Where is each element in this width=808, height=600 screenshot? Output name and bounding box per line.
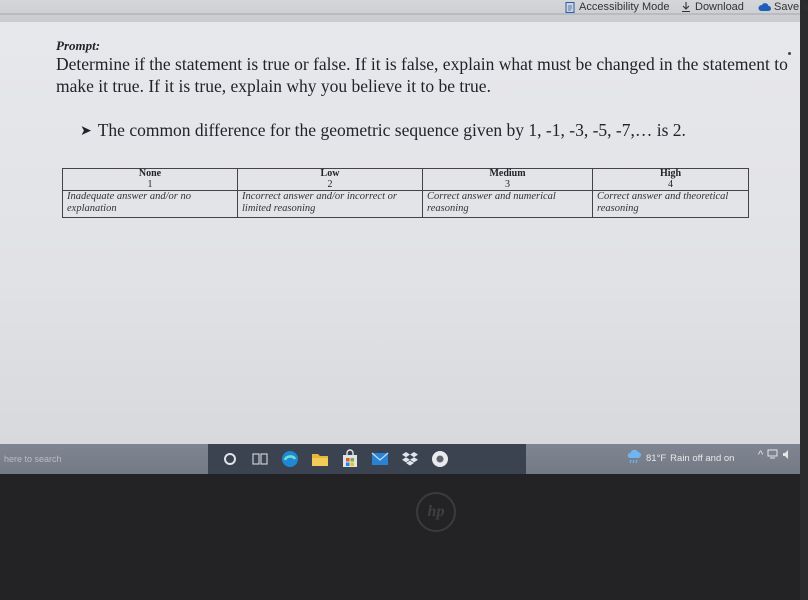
save-label: Save a: [774, 1, 808, 13]
accessibility-mode-label: Accessibility Mode: [579, 1, 670, 13]
task-view-icon[interactable]: [250, 449, 270, 469]
weather-widget[interactable]: [626, 450, 734, 467]
chevron-up-icon[interactable]: ^: [758, 449, 764, 461]
weather-condition: Rain off and on: [670, 453, 735, 464]
rubric-level-low: Low: [238, 169, 423, 180]
rubric-table: [62, 168, 749, 218]
accessibility-mode-button[interactable]: [565, 0, 669, 14]
download-icon: [680, 1, 692, 13]
dropbox-icon[interactable]: [400, 449, 420, 469]
chrome-icon[interactable]: [430, 449, 450, 469]
rubric-level-high: High: [593, 169, 749, 180]
rubric-level-medium: Medium: [423, 169, 593, 180]
system-tray: [758, 449, 793, 463]
download-button[interactable]: [680, 0, 744, 14]
rubric-score-row: [63, 179, 749, 191]
statement-text: The common difference for the geometric sequence given by 1, -1, -3, -5, -7,… is 2.: [97, 120, 686, 140]
rain-cloud-icon: [626, 450, 642, 467]
rubric-level-none: None: [63, 169, 238, 180]
rubric-score-medium: 3: [423, 179, 593, 191]
save-button[interactable]: [758, 0, 808, 14]
laptop-bezel: [0, 474, 800, 600]
rubric-score-none: 1: [63, 179, 238, 191]
prompt-text: Determine if the statement is true or false. If it is false, explain what must be changed in the statement to make it true. If it is true, explain why you believe it to be true.: [56, 54, 788, 96]
pinned-apps: [208, 444, 526, 474]
rubric-desc-medium: Correct answer and numerical reasoning: [423, 191, 593, 218]
rubric-desc-high: Correct answer and theoretical reasoning: [593, 191, 749, 218]
rubric-desc-none: Inadequate answer and/or no explanation: [63, 191, 238, 218]
network-icon[interactable]: [767, 449, 778, 463]
accessibility-icon: [565, 2, 576, 13]
rubric-score-high: 4: [593, 179, 749, 191]
rubric-score-low: 2: [238, 179, 423, 191]
rubric-desc-low: Incorrect answer and/or incorrect or limited reasoning: [238, 191, 423, 218]
mail-icon[interactable]: [370, 449, 390, 469]
document-page: [0, 22, 800, 444]
file-explorer-icon[interactable]: [310, 449, 330, 469]
statement-bullet: [80, 120, 686, 141]
hp-logo: hp: [416, 492, 456, 532]
circle-icon[interactable]: [220, 449, 240, 469]
arrow-bullet-icon: ➤: [80, 122, 92, 139]
rubric-level-row: [63, 169, 749, 180]
prompt-label: Prompt:: [56, 38, 101, 53]
taskbar-search-input[interactable]: here to search: [4, 454, 62, 464]
download-label: Download: [695, 1, 744, 13]
cloud-icon: [758, 2, 771, 12]
edge-icon[interactable]: [280, 449, 300, 469]
rubric-description-row: [63, 191, 749, 218]
store-icon[interactable]: [340, 449, 360, 469]
weather-temperature: 81°F: [646, 453, 667, 464]
speaker-icon[interactable]: [782, 449, 793, 463]
viewer-toolbar: [0, 0, 808, 22]
taskbar: [0, 444, 800, 474]
